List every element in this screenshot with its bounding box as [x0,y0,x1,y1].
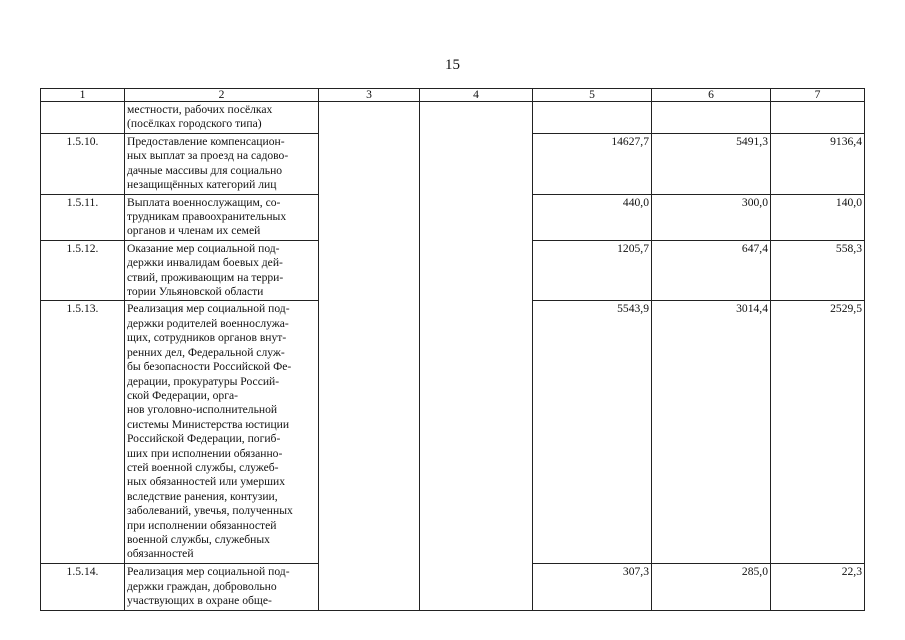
description-line: дерации, прокуратуры Россий- [127,374,280,388]
value-col6: 3014,4 [652,301,771,564]
row-description [125,301,319,564]
value-col5: 14627,7 [533,134,652,195]
description-line: ных выплат за проезд на садово- [127,149,289,163]
description-line: местности, рабочих посёлках [127,103,273,116]
column-header: 2 [125,89,319,102]
value-col5 [533,102,652,134]
value-col6: 300,0 [652,194,771,240]
description-line: Реализация мер социальной под- [127,565,290,579]
description-line: держки граждан, добровольно [127,579,277,593]
value-col5: 1205,7 [533,240,652,301]
description-line: Оказание мер социальной под- [127,241,280,255]
row-description [125,564,319,610]
description-line: заболеваний, увечья, полученных [127,504,293,518]
value-col5: 307,3 [533,564,652,610]
description-line: органов и членам их семей [127,224,261,238]
row-code: 1.5.13. [41,301,125,564]
description-line: дачные массивы для социально [127,163,283,177]
description-line: держки родителей военнослужа- [127,316,289,330]
description-line: обязанностей [127,547,194,561]
row-code: 1.5.12. [41,240,125,301]
value-col7 [771,102,865,134]
description-line: Российской Федерации, погиб- [127,432,281,446]
description-line: Предоставление компенсацион- [127,135,285,148]
row-description [125,102,319,134]
value-col7: 140,0 [771,194,865,240]
value-col5: 5543,9 [533,301,652,564]
description-line: ствий, проживающим на терри- [127,270,284,284]
row-description [125,240,319,301]
description-line: ных обязанностей или умерших [127,475,286,489]
description-line: стей военной службы, служеб- [127,460,279,474]
row-code: 1.5.10. [41,134,125,195]
description-line: системы Министерства юстиции [127,417,290,431]
column-3-cell [319,102,420,611]
budget-table [40,88,865,611]
description-line: участвующих в охране обще- [127,594,272,608]
description-line: трудникам правоохранительных [127,210,287,224]
column-header: 7 [771,89,865,102]
description-line: держки инвалидам боевых дей- [127,256,283,270]
description-line: ших при исполнении обязанно- [127,446,283,460]
row-code: 1.5.14. [41,564,125,610]
table-header-row [41,89,865,102]
column-header: 3 [319,89,420,102]
description-line: вследствие ранения, контузии, [127,489,278,503]
description-line: бы безопасности Российской Фе- [127,360,292,374]
value-col6: 647,4 [652,240,771,301]
description-line: Реализация мер социальной под- [127,302,290,316]
value-col7: 2529,5 [771,301,865,564]
column-header: 6 [652,89,771,102]
value-col6: 5491,3 [652,134,771,195]
row-code: 1.5.11. [41,194,125,240]
description-line: при исполнении обязанностей [127,518,277,532]
table-row [41,102,865,134]
column-4-cell [420,102,533,611]
page-number: 15 [445,57,460,73]
column-header: 1 [41,89,125,102]
value-col7: 9136,4 [771,134,865,195]
description-line: тории Ульяновской области [127,285,264,299]
description-line: ской Федерации, орга- [127,388,238,402]
description-line: Выплата военнослужащим, со- [127,195,281,209]
description-line: военной службы, служебных [127,532,270,546]
column-header: 5 [533,89,652,102]
value-col7: 22,3 [771,564,865,610]
value-col6: 285,0 [652,564,771,610]
description-line: щих, сотрудников органов внут- [127,331,287,345]
description-line: ренних дел, Федеральной служ- [127,345,285,359]
row-description [125,134,319,195]
row-code [41,102,125,134]
value-col5: 440,0 [533,194,652,240]
value-col7: 558,3 [771,240,865,301]
description-line: (посёлках городского типа) [127,117,262,131]
value-col6 [652,102,771,134]
row-description [125,194,319,240]
column-header: 4 [420,89,533,102]
description-line: нов уголовно-исполнительной [127,403,278,417]
description-line: незащищённых категорий лиц [127,178,277,192]
